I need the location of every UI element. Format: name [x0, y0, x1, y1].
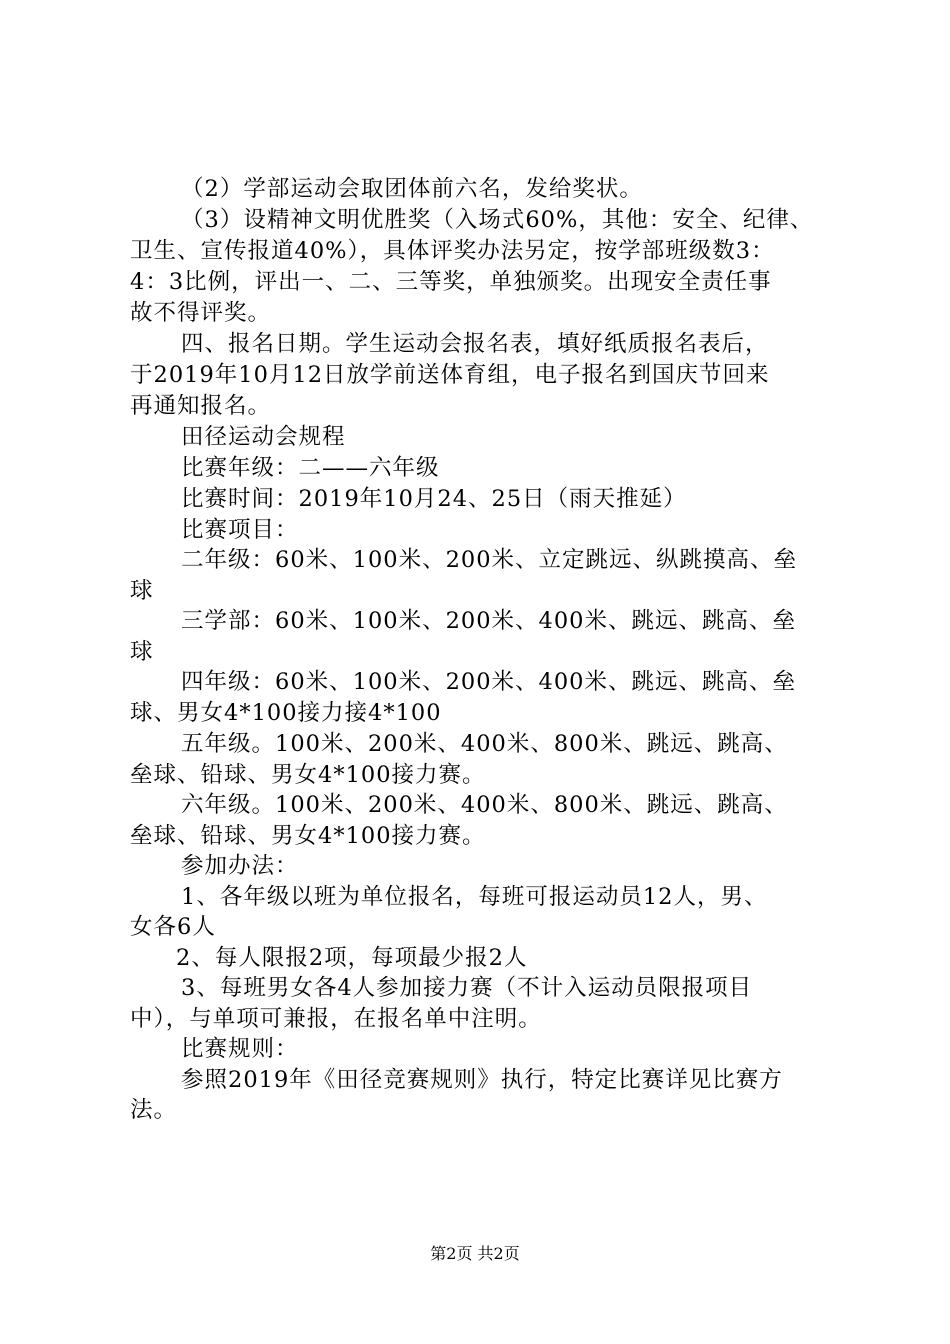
- text-line: 再通知报名。: [130, 393, 272, 419]
- text-line: 女各6人: [130, 914, 216, 940]
- text-line: 四、报名日期。学生运动会报名表，填好纸质报名表后，: [181, 331, 769, 357]
- text-line: 球、男女4*100接力接4*100: [130, 700, 442, 726]
- text-line: 法。: [130, 1097, 178, 1123]
- text-line: 参加办法：: [181, 853, 299, 879]
- text-line: 球: [130, 578, 154, 604]
- text-line: 于2019年10月12日放学前送体育组，电子报名到国庆节回来: [130, 362, 770, 388]
- text-line: 4：3比例，评出一、二、三等奖，单独颁奖。出现安全责任事: [130, 269, 772, 295]
- text-line: 故不得评奖。: [130, 300, 272, 326]
- text-line: 五年级。100米、200米、400米、800米、跳远、跳高、: [181, 731, 788, 757]
- text-line: 球: [130, 639, 154, 665]
- text-line: （2）学部运动会取团体前六名，发给奖状。: [181, 176, 643, 202]
- text-line: 四年级：60米、100米、200米、400米、跳远、跳高、垒: [181, 669, 796, 695]
- text-line: 中），与单项可兼报，在报名单中注明。: [130, 1006, 542, 1032]
- page-footer: 第2页 共2页: [430, 1244, 520, 1263]
- section-heading: 田径运动会规程: [181, 424, 346, 450]
- text-line: 六年级。100米、200米、400米、800米、跳远、跳高、: [181, 792, 788, 818]
- text-line: 比赛年级：二——六年级: [181, 455, 440, 481]
- text-line: 1、各年级以班为单位报名，每班可报运动员12人，男、: [181, 884, 768, 910]
- text-line: 2、每人限报2项，每项最少报2人: [176, 945, 528, 971]
- text-line: 比赛项目：: [181, 517, 299, 543]
- text-line: 参照2019年《田径竞赛规则》执行，特定比赛详见比赛方: [181, 1067, 783, 1093]
- text-line: 3、每班男女各4人参加接力赛（不计入运动员限报项目: [181, 975, 753, 1001]
- text-line: 比赛时间：2019年10月24、25日（雨天推延）: [181, 486, 687, 512]
- text-line: 垒球、铅球、男女4*100接力赛。: [130, 823, 486, 849]
- text-line: 垒球、铅球、男女4*100接力赛。: [130, 762, 486, 788]
- text-line: 三学部：60米、100米、200米、400米、跳远、跳高、垒: [181, 608, 796, 634]
- text-line: 比赛规则：: [181, 1036, 299, 1062]
- text-line: （3）设精神文明优胜奖（入场式60%，其他：安全、纪律、: [181, 207, 814, 233]
- text-line: 二年级：60米、100米、200米、立定跳远、纵跳摸高、垒: [181, 547, 798, 573]
- text-line: 卫生、宣传报道40%），具体评奖办法另定，按学部班级数3：: [130, 238, 775, 264]
